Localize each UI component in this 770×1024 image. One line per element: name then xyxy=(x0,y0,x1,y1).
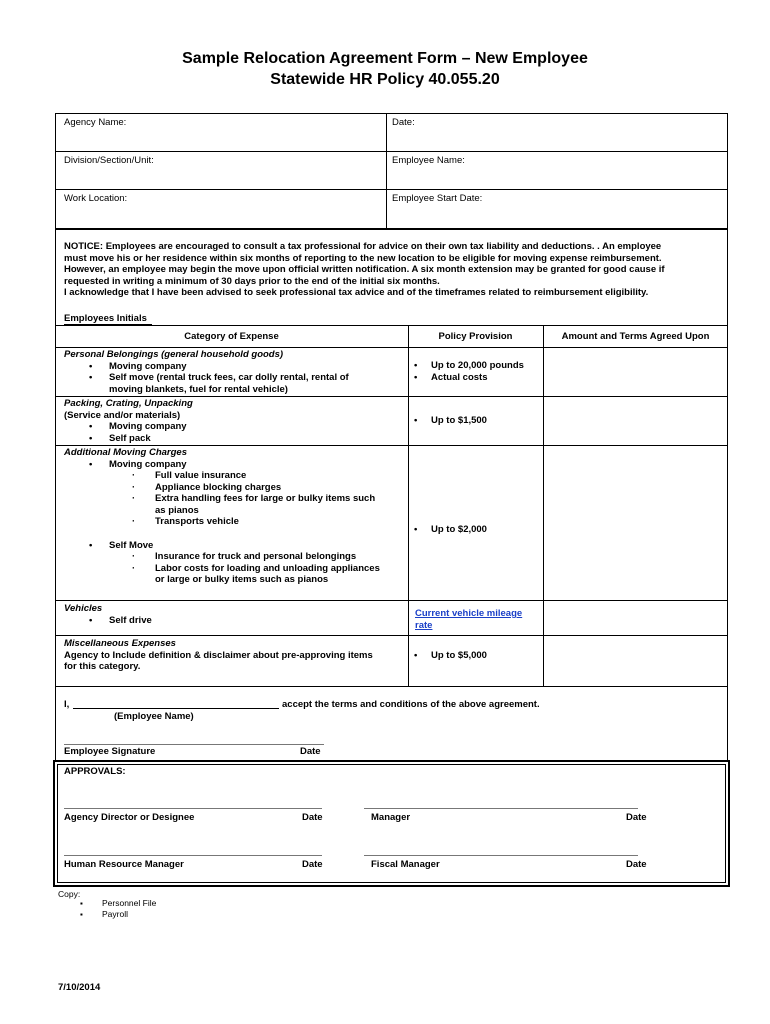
work-location-field[interactable]: Work Location: xyxy=(64,193,128,204)
hr-manager-date-label: Date xyxy=(302,859,323,870)
agency-name-field[interactable]: Agency Name: xyxy=(64,117,127,128)
copy-list: ▪ Personnel File ▪ Payroll xyxy=(80,898,157,919)
amount-header: Amount and Terms Agreed Upon xyxy=(561,331,710,342)
page-subtitle: Statewide HR Policy 40.055.20 xyxy=(270,71,500,88)
manager-label: Manager xyxy=(371,812,411,823)
policy-packing: • Up to $1,500 xyxy=(414,415,487,426)
hr-manager-signature-line[interactable] xyxy=(64,855,322,856)
agency-director-label: Agency Director or Designee xyxy=(64,812,195,823)
employee-signature-line[interactable] xyxy=(64,744,324,745)
hr-manager-label: Human Resource Manager xyxy=(64,859,184,870)
fiscal-manager-signature-line[interactable] xyxy=(364,855,638,856)
vehicle-mileage-rate-link[interactable]: Current vehicle mileage rate xyxy=(415,608,523,631)
policy-header: Policy Provision xyxy=(438,331,513,342)
start-date-field[interactable]: Employee Start Date: xyxy=(392,193,483,204)
agency-director-signature-line[interactable] xyxy=(64,808,322,809)
employee-signature-date-label: Date xyxy=(300,746,321,757)
employee-signature-label: Employee Signature xyxy=(64,746,156,757)
manager-signature-line[interactable] xyxy=(364,808,638,809)
copy-item: Payroll xyxy=(102,909,128,919)
row-personal-belongings: Personal Belongings (general household goods) • Moving company • Self move (rental truck fees, car dolly rental, rental of moving blankets, fuel for rental vehicle) xyxy=(64,349,349,395)
employee-name-field[interactable]: Employee Name: xyxy=(392,155,465,166)
employee-info-grid xyxy=(55,113,728,229)
copy-item: Personnel File xyxy=(102,898,157,908)
row-miscellaneous: Miscellaneous Expenses Agency to Include definition & disclaimer about pre-approving items for this category. xyxy=(64,638,373,672)
manager-date-label: Date xyxy=(626,812,647,823)
category-header: Category of Expense xyxy=(184,331,279,342)
approvals-title: APPROVALS: xyxy=(64,766,126,777)
employee-name-label: (Employee Name) xyxy=(114,711,194,722)
fiscal-manager-label: Fiscal Manager xyxy=(371,859,440,870)
acceptance-prefix: I, xyxy=(64,699,70,710)
employees-initials-label: Employees Initials xyxy=(64,313,147,324)
fiscal-manager-date-label: Date xyxy=(626,859,647,870)
acceptance-text: accept the terms and conditions of the above agreement. xyxy=(282,699,540,710)
policy-personal-belongings: • Up to 20,000 pounds • Actual costs xyxy=(414,360,524,383)
employee-name-line[interactable] xyxy=(73,708,279,709)
row-additional-charges: Additional Moving Charges • Moving company · Full value insurance · Appliance blocking charges · Extra handling fees for large or bulky items such as pianos · Transports vehicle • Self Move · Insurance for truck and personal belongings · Labor costs for loading and unloading appliances or large or bulky items such as pianos xyxy=(64,447,380,585)
row-vehicles: Vehicles • Self drive xyxy=(64,603,152,626)
notice-text: NOTICE: Employees are encouraged to consult a tax professional for advice on their own tax liability and deductions. . An employee must move his or her residence within six months of reporting to the new location to be eligible for moving expense reimbursement. However, an employee may begin the move upon official written notification. A six month extension may be granted for good cause if requested in writing a minimum of 30 days prior to the end of the initial six months. I acknowledge that I have been advised to seek professional tax advice and of the timeframes related to reimbursement eligibility. xyxy=(64,241,665,298)
date-field[interactable]: Date: xyxy=(392,117,415,128)
agency-director-date-label: Date xyxy=(302,812,323,823)
policy-additional-charges: • Up to $2,000 xyxy=(414,524,487,535)
row-packing: Packing, Crating, Unpacking (Service and/or materials) • Moving company • Self pack xyxy=(64,398,193,444)
division-field[interactable]: Division/Section/Unit: xyxy=(64,155,154,166)
policy-miscellaneous: • Up to $5,000 xyxy=(414,650,487,661)
footer-date: 7/10/2014 xyxy=(58,982,101,993)
page-title: Sample Relocation Agreement Form – New Employee xyxy=(182,50,588,67)
copy-label: Copy: xyxy=(58,889,81,899)
